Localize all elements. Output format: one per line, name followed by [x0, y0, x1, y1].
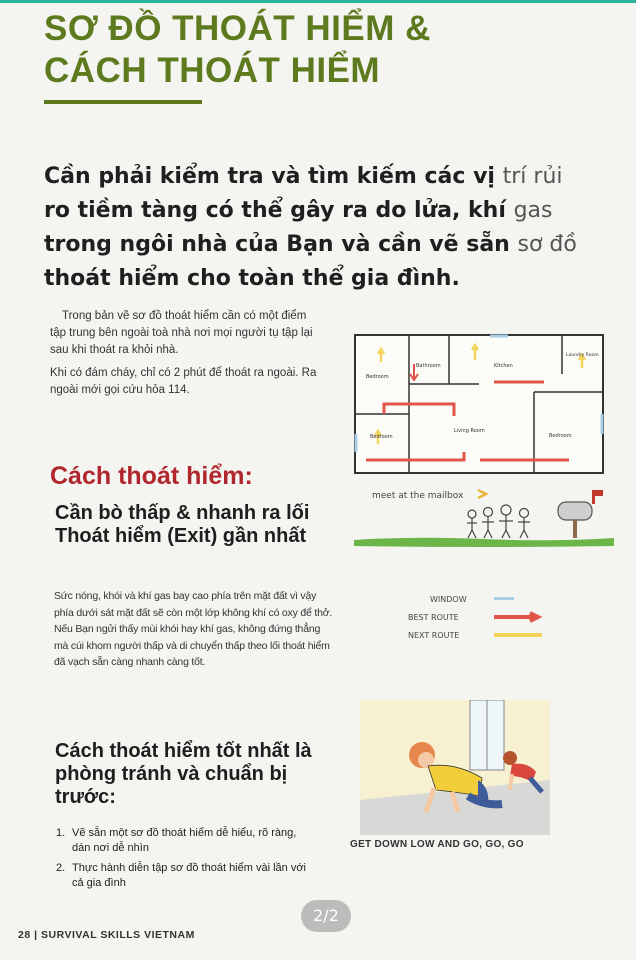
intro-paragraph-1: Trong bản vẽ sơ đồ thoát hiểm cần có một điểm tập trung bên ngoài toà nhà nơi mọi người tụ tập lại sau khi thoát ra khỏi nhà.: [50, 310, 313, 356]
room-label: Bedroom: [366, 374, 389, 380]
escape-subheading: Cần bò thấp & nhanh ra lối Thoát hiểm (Exit) gần nhất: [55, 502, 310, 547]
room-label: Kitchen: [494, 363, 513, 369]
floor-plan-diagram: [354, 334, 604, 474]
list-item: [56, 826, 316, 856]
crawling-illustration: [360, 700, 550, 835]
lead-paragraph: [44, 160, 619, 296]
legend-label-best-route: BEST ROUTE: [408, 613, 459, 622]
prepare-list: [56, 826, 316, 896]
list-item-text: Thực hành diễn tập sơ đồ thoát hiểm vài lần với cả gia đình: [72, 862, 306, 889]
room-label: Living Room: [454, 428, 485, 434]
lead-text-soft-3: sơ đồ: [517, 232, 577, 257]
escape-heading: Cách thoát hiểm:: [50, 462, 253, 490]
family-figures: [467, 505, 530, 538]
meet-label: meet at the mailbox: [372, 491, 464, 501]
lead-text-2: ro tiềm tàng có thể gây ra do lửa, khí: [44, 198, 506, 223]
list-item: [56, 861, 316, 891]
intro-paragraph-2: Khi có đám cháy, chỉ có 2 phút để thoát ra ngoài. Ra ngoài mới gọi cứu hỏa 114.: [50, 367, 317, 396]
illustration-caption: GET DOWN LOW AND GO, GO, GO: [350, 839, 524, 850]
image-pager-badge[interactable]: 2/2: [301, 900, 351, 932]
legend-swatch-window: [494, 597, 514, 600]
mailbox-icon: [558, 490, 603, 538]
intro-text: [50, 308, 325, 405]
page-footer: [18, 929, 195, 941]
lead-text-1: Cần phải kiểm tra và tìm kiếm các vị: [44, 164, 495, 189]
lead-text-soft-1: trí rủi: [502, 164, 563, 189]
meeting-point-illustration: [354, 482, 614, 554]
page-title: [44, 8, 464, 92]
lead-text-soft-2: gas: [513, 198, 553, 223]
room-label: Laundry Room: [566, 353, 599, 358]
lead-text-3: trong ngôi nhà của Bạn và cần vẽ sẵn: [44, 232, 510, 257]
grass-strip: [354, 538, 614, 547]
footer-separator: |: [34, 929, 38, 941]
lead-text-4: thoát hiểm cho toàn thể gia đình.: [44, 266, 460, 291]
prepare-heading: Cách thoát hiểm tốt nhất là phòng tránh và chuẩn bị trước:: [55, 740, 312, 808]
book-title: SURVIVAL SKILLS VIETNAM: [40, 929, 195, 941]
room-label: Bedroom: [370, 434, 393, 440]
page-title-line-2: CÁCH THOÁT HIỂM: [44, 51, 381, 90]
room-label: Bedroom: [549, 433, 572, 439]
page-title-line-1: SƠ ĐỒ THOÁT HIỂM &: [44, 9, 431, 48]
escape-body: Sức nóng, khói và khí gas bay cao phía trên mặt đất vì vậy phía dưới sát mặt đất sẽ còn một lớp không khí có oxy để thở. Nếu Bạn ngửi thấy mùi khói hay khí gas, không đứng thẳng mà cúi khom người thấp và di chuyển thấp theo lối thoát hiểm đã vạch sẵn càng nhanh càng tốt.: [54, 590, 333, 668]
legend-swatch-best-route: [494, 613, 538, 621]
room-label: Bathroom: [416, 363, 441, 369]
list-item-text: Vẽ sẵn một sơ đồ thoát hiểm dễ hiểu, rõ ràng, dán nơi dễ nhìn: [72, 827, 297, 854]
legend-label-window: WINDOW: [430, 595, 467, 604]
list-item-number: 2.: [56, 862, 66, 874]
arrow-right-icon: [478, 490, 486, 498]
list-item-number: 1.: [56, 827, 66, 839]
legend-swatch-next-route: [494, 633, 542, 637]
page-number: 28: [18, 929, 31, 941]
top-accent-rule: [0, 0, 636, 3]
title-underline: [44, 100, 202, 104]
legend-label-next-route: NEXT ROUTE: [408, 631, 460, 640]
route-legend: [402, 590, 562, 650]
